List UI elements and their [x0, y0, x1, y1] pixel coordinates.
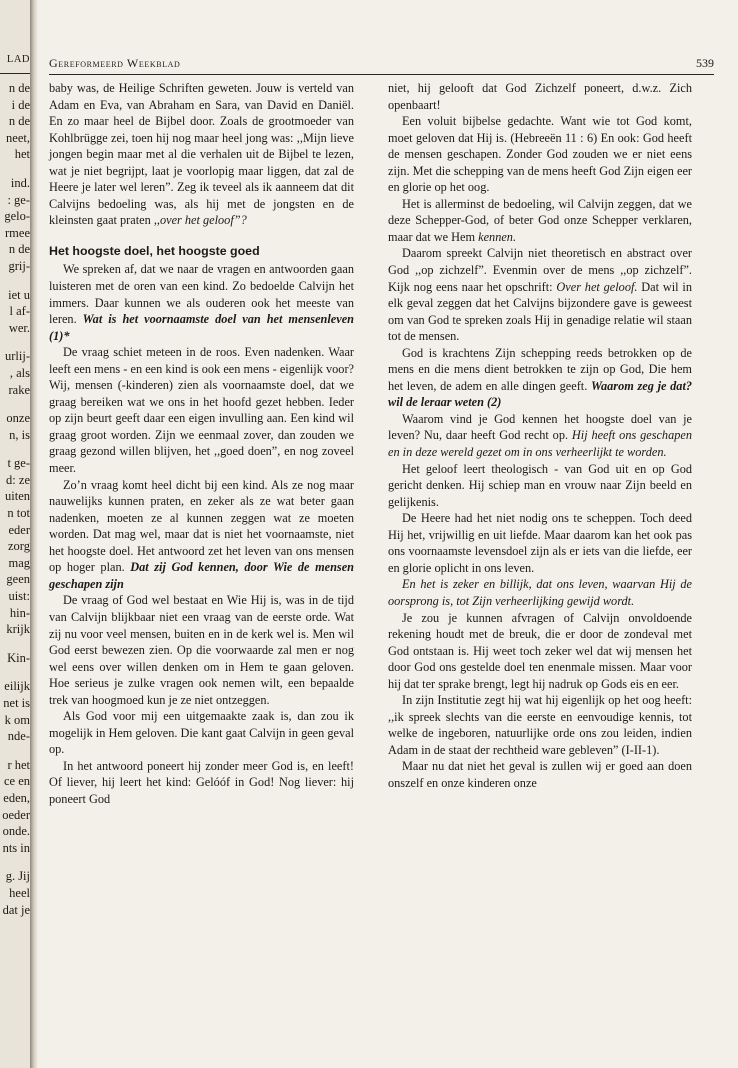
catechism-question: Wat is het voornaamste doel van het mensenleven (1)*: [49, 312, 354, 343]
previous-page-line: krijk: [6, 622, 30, 637]
right-column: [388, 80, 692, 792]
previous-page-line: [0, 745, 30, 757]
previous-page-line: gelo-: [4, 209, 30, 224]
previous-page-line: neet,: [6, 130, 30, 145]
paragraph: niet, hij gelooft dat God Zichzelf poneert, d.w.z. Zich openbaart!: [388, 81, 692, 112]
previous-page-line: g. Jij: [5, 869, 30, 884]
previous-page-line: uist:: [8, 589, 30, 604]
previous-page-line: ce en: [3, 774, 30, 789]
previous-page-line: onde.: [2, 824, 30, 839]
paragraph: [388, 245, 692, 344]
previous-page-line: urlij-: [5, 349, 30, 364]
paragraph: Je zou je kunnen afvragen of Calvijn onvoldoende rekening houdt met de breuk, die er door de zondeval met God ontstaan is. Hij weet toch zeker wel dat wij mensen het door God ons gestelde doel ten enenmale missen. Maar voor hij dat ter sprake brengt, legt hij nadruk op Gods eis en eer.: [388, 610, 692, 691]
previous-page-line: [0, 275, 30, 287]
previous-page-line: [0, 398, 30, 410]
previous-page-line: [0, 163, 30, 175]
previous-page-line: nts in: [2, 840, 30, 855]
paragraph-text: Waarom vind je God kennen het hoogste doel van je leven? Nu, daar heeft God recht op.: [388, 411, 692, 443]
previous-page-line: nde-: [7, 729, 30, 744]
previous-page-line: ind.: [10, 175, 30, 190]
page-number: 539: [696, 56, 714, 70]
previous-page-line: rmee: [5, 225, 30, 240]
paragraph: De Heere had het niet nodig ons te scheppen. Toch deed Hij het, vrijwillig en uit liefde. Maar daarom kan het ook pas ons voornaamste levensdoel zijn als er iets van die liefde, eer en glorie oplicht in ons leven.: [388, 511, 692, 575]
paragraph-text: baby was, de Heilige Schriften geweten. Jouw is verteld van Adam en Eva, van Abraham en Sara, van David en Daniël. En zo maar heel de Bijbel door. Zoals de grootmoeder van Kohlbrügge zei, toen hij nog maar heel jong was: ,,Mijn lieve jongen begin maar met al die verhalen uit de Bijbel te lezen, wat je niet begrijpt, laat je voorlopig maar liggen, dat zal de Heere je later wel leren”. Zeg ik teveel als ik aanneem dat dit Calvijns bedoeling was, als hij met de jongsten en de kleinsten gaat praten: [49, 81, 354, 228]
paragraph: In het antwoord poneert hij zonder meer God is, en leeft! Of liever, hij leert het kind: Gelóóf in God! Nog liever: hij poneert God: [49, 758, 354, 806]
paragraph: [49, 261, 354, 344]
paragraph: Als God voor mij een uitgemaakte zaak is, dan zou ik mogelijk in Hem geloven. Die kant gaat Calvijn in geen geval op.: [49, 709, 354, 757]
paragraph: [388, 196, 692, 246]
previous-page-line: iet u: [8, 287, 30, 302]
previous-page-line: : ge-: [7, 192, 30, 207]
previous-page-line: geen: [6, 572, 30, 587]
paragraph-text: Dat wil in elk geval zeggen dat het Calvijns bijzondere gave is geweest om van God te spreken zoals Hij in genadige relatie wil staan tot de mensen.: [388, 279, 692, 344]
previous-page-line: r het: [7, 757, 30, 772]
previous-page-line: d: ze: [6, 472, 30, 487]
previous-page-line: n de: [8, 114, 30, 129]
paragraph: In zijn Institutie zegt hij wat hij eigenlijk op het oog heeft: ,,ik spreek slechts van die eerste en eenvoudige kennis, tot welke de ingeboren, natuurlijke orde ons zou leiden, indien Adam in de staat der rechtheid ware gebleven” (I-II-1).: [388, 693, 692, 757]
paragraph: De vraag schiet meteen in de roos. Even nadenken. Waar leeft een mens - en een kind is ook een mens - eigenlijk voor? Wij, mensen (-kinderen) zien als voornaamste doel, dat we graag bereiken wat we ons in het hoofd gezet hebben. Ieder op zijn beurt geeft daar een eigen invulling aan. Een kind wil graag groot worden. Zijn we eenmaal zover, dan zouden we graag gezond willen blijven, het ,,goed doen”, en nog zoveel meer.: [49, 345, 354, 476]
paragraph-text: We spreken af, dat we naar de vragen en antwoorden gaan luisteren met de oren van een kind. Zo bedoelde Calvijn het immers. Daar kunnen we als ouderen ook het meeste van leren.: [49, 262, 354, 327]
page: [38, 0, 738, 1068]
paragraph: Maar nu dat niet het geval is zullen wij er goed aan doen onszelf en onze kinderen onze: [388, 759, 692, 790]
paragraph-text: Daarom spreekt Calvijn niet theoretisch en abstract over God ,,op zichzelf”. Evenmin over de mens ,,op zichzelf”. Kijk nog eens naar het opschrift:: [388, 246, 692, 294]
previous-page-line: zorg: [8, 539, 30, 554]
previous-page-line: l af-: [9, 304, 30, 319]
previous-page-line: rake: [8, 382, 30, 397]
paragraph: [49, 477, 354, 593]
italic-text: ,,over het geloof”?: [153, 213, 247, 228]
previous-page-line: het: [14, 147, 30, 162]
previous-page-line: uiten: [5, 489, 30, 504]
previous-page-line: t ge-: [7, 456, 30, 471]
previous-page-line: n tot: [7, 506, 30, 521]
previous-page-line: onze: [6, 411, 30, 426]
previous-page-line: mag: [8, 555, 30, 570]
paragraph: [388, 411, 692, 461]
italic-text: kennen.: [478, 229, 517, 244]
paragraph-text: Zo’n vraag komt heel dicht bij een kind. Als ze nog maar nauwelijks kunnen praten, en zeker als ze wat beter gaan nadenken, moeten ze al kunnen zeggen wat ze moeten worden. Dat mag wel, maar dat is niet het voornaamste, niet het hoogste doel. Het antwoord zet het leven van ons mensen op hoger plan.: [49, 477, 354, 575]
previous-page-line: [0, 638, 30, 650]
paragraph: Een voluit bijbelse gedachte. Want wie tot God komt, moet geloven dat Hij is. (Hebreeën 11 : 6) En ook: God heeft de mensen geschapen. Zonder God zouden we er niet eens zijn. Met die schepping van de mens heeft God Zijn eigen eer en glorie op het oog.: [388, 114, 692, 195]
previous-page-line: [0, 443, 30, 455]
previous-page-line: Kin-: [7, 650, 30, 665]
previous-page-edge: [0, 0, 30, 1068]
catechism-answer: Hij heeft ons geschapen en in deze wereld gezet om in ons verheerlijkt te worden.: [388, 428, 692, 460]
previous-page-line: eilijk: [4, 679, 30, 694]
previous-page-line: dat je: [2, 902, 30, 917]
previous-page-line: eder: [8, 522, 30, 537]
running-head: [49, 51, 714, 75]
paragraph: [388, 345, 692, 411]
previous-page-rule: [0, 73, 30, 74]
italic-quote: En het is zeker en billijk, dat ons leven, waarvan Hij de oorsprong is, tot Zijn verheerlijking gewijd wordt.: [388, 577, 692, 608]
previous-page-line: k om: [4, 712, 30, 727]
italic-text: Over het geloof.: [556, 279, 638, 294]
catechism-answer: Dat zij God kennen, door Wie de mensen geschapen zijn: [49, 560, 355, 591]
book-spine: [30, 0, 38, 1068]
previous-page-header: LAD: [6, 54, 30, 65]
previous-page-line: eden,: [3, 790, 30, 805]
previous-page-line: [0, 666, 30, 678]
previous-page-text: [0, 80, 30, 918]
paragraph: [49, 80, 354, 229]
previous-page-line: , als: [9, 365, 30, 380]
previous-page-line: net is: [3, 696, 30, 710]
previous-page-line: n, is: [9, 427, 30, 442]
magazine-title: Gereformeerd Weekblad: [49, 56, 181, 70]
previous-page-line: i de: [11, 97, 30, 112]
left-column: [49, 80, 354, 808]
previous-page-line: oeder: [2, 807, 30, 822]
previous-page-line: heel: [9, 885, 30, 900]
catechism-question: Waarom zeg je dat? wil de leraar weten (2): [388, 378, 693, 410]
previous-page-line: hin-: [9, 605, 30, 620]
paragraph: Het geloof leert theologisch - van God uit en op God gericht denken. Hij schiep man en vrouw naar Zijn beeld en gelijkenis.: [388, 461, 692, 509]
paragraph-text: God is krachtens Zijn schepping reeds betrokken op de mens en die mens dient betrokken te zijn op God, Die hem het leven, de adem en alle dingen geeft.: [388, 345, 692, 393]
previous-page-line: [0, 336, 30, 348]
paragraph: De vraag of God wel bestaat en Wie Hij is, was in de tijd van Calvijn blijkbaar niet een vraag van de eerste orde. Wat zij nu voor veel mensen, buiten en in de kerk wel is. Men wil God eerst bewezen zien. Op die voorwaarde zal men er nog wel eens over willen denken om in Hem te gaan geloven. Hoe serieus je zulke vragen ook nemen wilt, een bepaalde trek van hoogmoed kun je ze niet ontzeggen.: [49, 593, 354, 707]
section-heading: Het hoogste doel, het hoogste goed: [49, 243, 260, 258]
previous-page-line: n de: [8, 81, 30, 95]
previous-page-line: wer.: [8, 320, 30, 335]
previous-page-line: [0, 856, 30, 868]
previous-page-line: n de: [8, 242, 30, 257]
paragraph-text: Het is allerminst de bedoeling, wil Calvijn zeggen, dat we deze Schepper-God, of beter God onze Schepper verklaren, maar dat we Hem: [388, 196, 692, 244]
previous-page-line: grij-: [8, 258, 30, 273]
